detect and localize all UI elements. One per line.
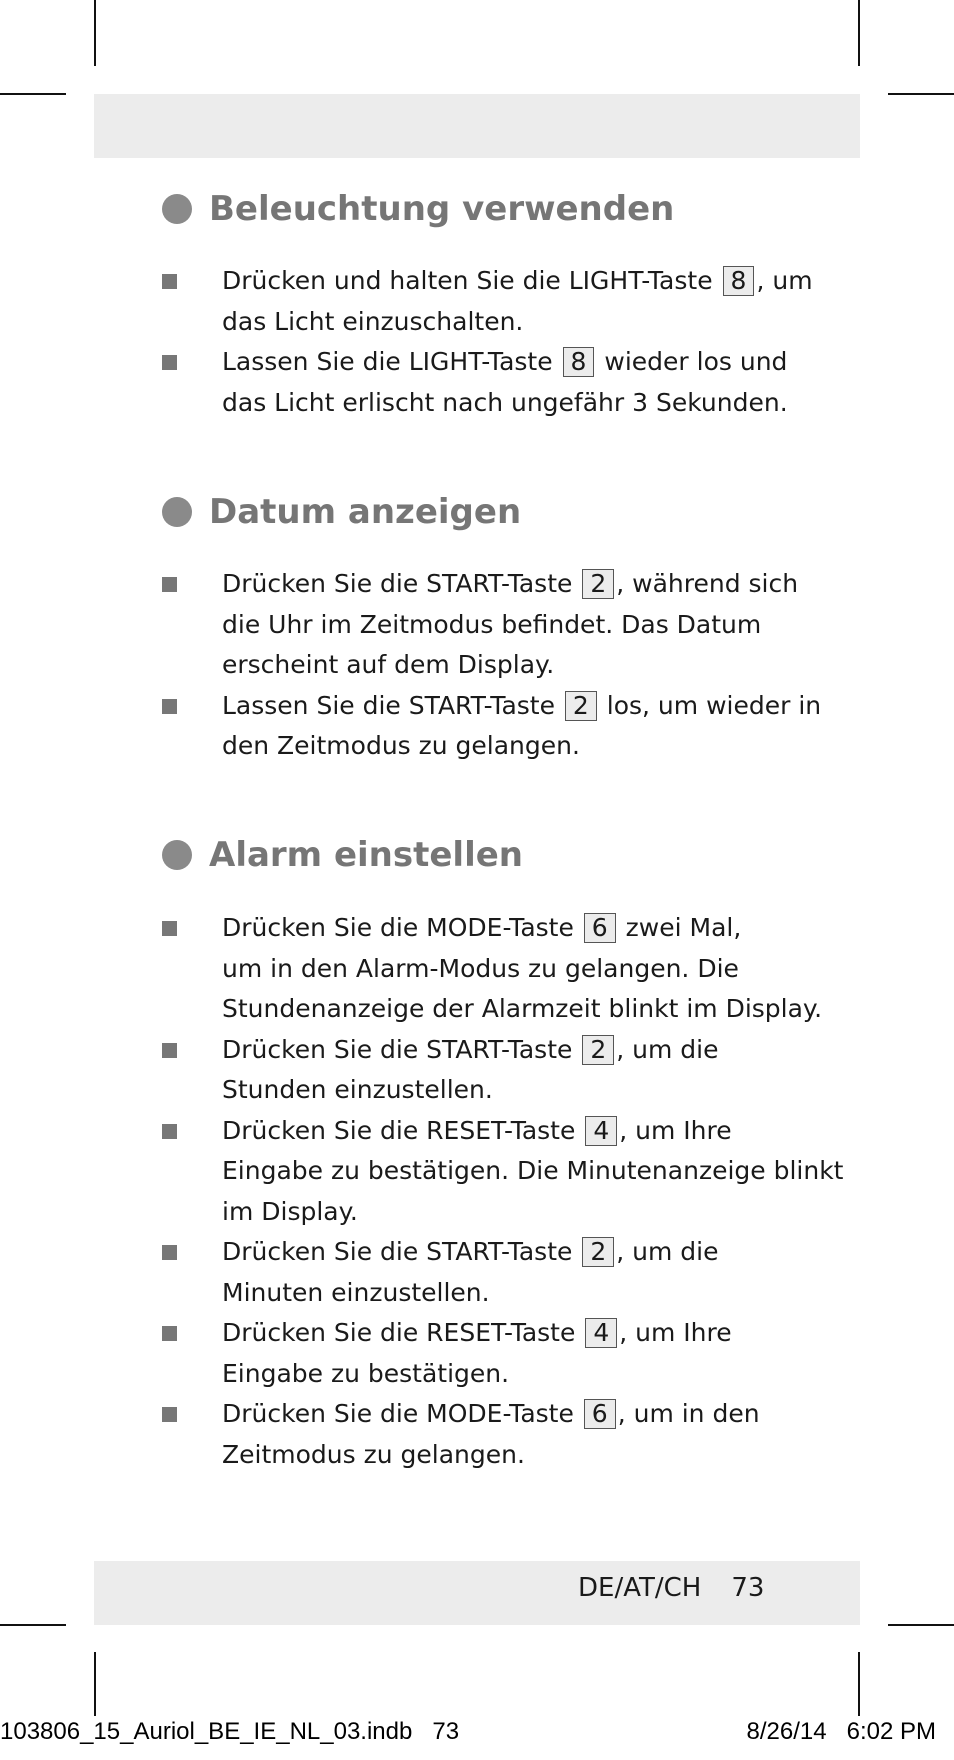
text-line: Stundenanzeige der Alarmzeit blinkt im Display. [222, 994, 823, 1023]
instruction-list [162, 564, 822, 767]
square-bullet-icon [162, 274, 177, 289]
instruction-list [162, 908, 844, 1475]
square-bullet-icon [162, 1326, 177, 1341]
text-line: Drücken Sie die MODE-Taste 6 , um in den [222, 1399, 760, 1428]
key-reference: 8 [723, 266, 755, 296]
list-item [162, 686, 822, 767]
key-reference: 2 [582, 1237, 614, 1267]
crop-mark [0, 1624, 66, 1626]
text-line: Drücken und halten Sie die LIGHT-Taste 8 , um [222, 266, 813, 295]
key-reference: 2 [582, 569, 614, 599]
text-line: Drücken Sie die MODE-Taste 6 zwei Mal, [222, 913, 742, 942]
text-line: Lassen Sie die LIGHT-Taste 8 wieder los und [222, 347, 788, 376]
list-item [162, 1232, 822, 1313]
page-footer [578, 1568, 764, 1608]
text-line: im Display. [222, 1196, 358, 1226]
key-reference: 6 [584, 913, 616, 943]
key-reference: 6 [584, 1399, 616, 1429]
text-line: Eingabe zu bestätigen. [222, 1358, 510, 1388]
text-line: um in den Alarm-Modus zu gelangen. Die [222, 953, 739, 983]
text-line: die Uhr im Zeitmodus befindet. Das Datum [222, 609, 762, 639]
section-heading: Datum anzeigen [209, 492, 522, 532]
crop-mark [888, 1624, 954, 1626]
section-bullet-icon [162, 194, 192, 224]
instruction-list [162, 261, 822, 423]
section-heading: Beleuchtung verwenden [209, 189, 675, 229]
list-item [162, 564, 822, 686]
text-line: Minuten einzustellen. [222, 1277, 490, 1307]
square-bullet-icon [162, 577, 177, 592]
square-bullet-icon [162, 1407, 177, 1422]
text-line: das Licht erlischt nach ungefähr 3 Sekunden. [222, 387, 788, 417]
print-slug-file: 103806_15_Auriol_BE_IE_NL_03.indb 73 [0, 1718, 460, 1745]
list-item [162, 908, 822, 1030]
text-line: Drücken Sie die RESET-Taste 4 , um Ihre [222, 1115, 732, 1145]
list-item [162, 342, 822, 423]
section-title-datum [162, 492, 522, 532]
square-bullet-icon [162, 921, 177, 936]
list-item [162, 261, 822, 342]
crop-mark [858, 0, 860, 66]
text-line: den Zeitmodus zu gelangen. [222, 731, 580, 760]
section-title-beleuchtung [162, 189, 675, 229]
key-reference: 2 [582, 1035, 614, 1065]
list-item [162, 1111, 844, 1233]
section-title-alarm [162, 835, 523, 875]
square-bullet-icon [162, 1043, 177, 1058]
list-item [162, 1030, 822, 1111]
crop-mark [858, 1652, 860, 1716]
text-line: Stunden einzustellen. [222, 1075, 493, 1104]
crop-mark [94, 0, 96, 66]
text-line: Zeitmodus zu gelangen. [222, 1439, 525, 1469]
key-reference: 4 [585, 1318, 617, 1348]
text-line: Drücken Sie die START-Taste 2 , um die [222, 1034, 719, 1064]
key-reference: 8 [563, 347, 595, 377]
square-bullet-icon [162, 1124, 177, 1139]
text-line: Drücken Sie die START-Taste 2 , während sich [222, 569, 799, 598]
square-bullet-icon [162, 699, 177, 714]
list-item [162, 1313, 822, 1394]
text-line: Drücken Sie die RESET-Taste 4 , um Ihre [222, 1318, 732, 1347]
text-line: Lassen Sie die START-Taste 2 los, um wieder in [222, 690, 822, 720]
text-line: das Licht einzuschalten. [222, 306, 524, 336]
key-reference: 4 [585, 1116, 617, 1146]
text-line: erscheint auf dem Display. [222, 650, 555, 679]
list-item [162, 1394, 822, 1475]
crop-mark [0, 93, 66, 95]
square-bullet-icon [162, 1245, 177, 1260]
text-line: Eingabe zu bestätigen. Die Minutenanzeige blinkt [222, 1156, 844, 1185]
print-slug-datetime: 8/26/14 6:02 PM [746, 1718, 936, 1745]
region-label: DE/AT/CH [578, 1573, 702, 1603]
section-bullet-icon [162, 497, 192, 527]
text-line: Drücken Sie die START-Taste 2 , um die [222, 1237, 719, 1266]
crop-mark [888, 93, 954, 95]
page-number: 73 [731, 1573, 765, 1603]
section-bullet-icon [162, 840, 192, 870]
square-bullet-icon [162, 355, 177, 370]
crop-mark [94, 1652, 96, 1716]
section-heading: Alarm einstellen [209, 835, 523, 875]
key-reference: 2 [565, 691, 597, 721]
header-band [94, 94, 860, 158]
